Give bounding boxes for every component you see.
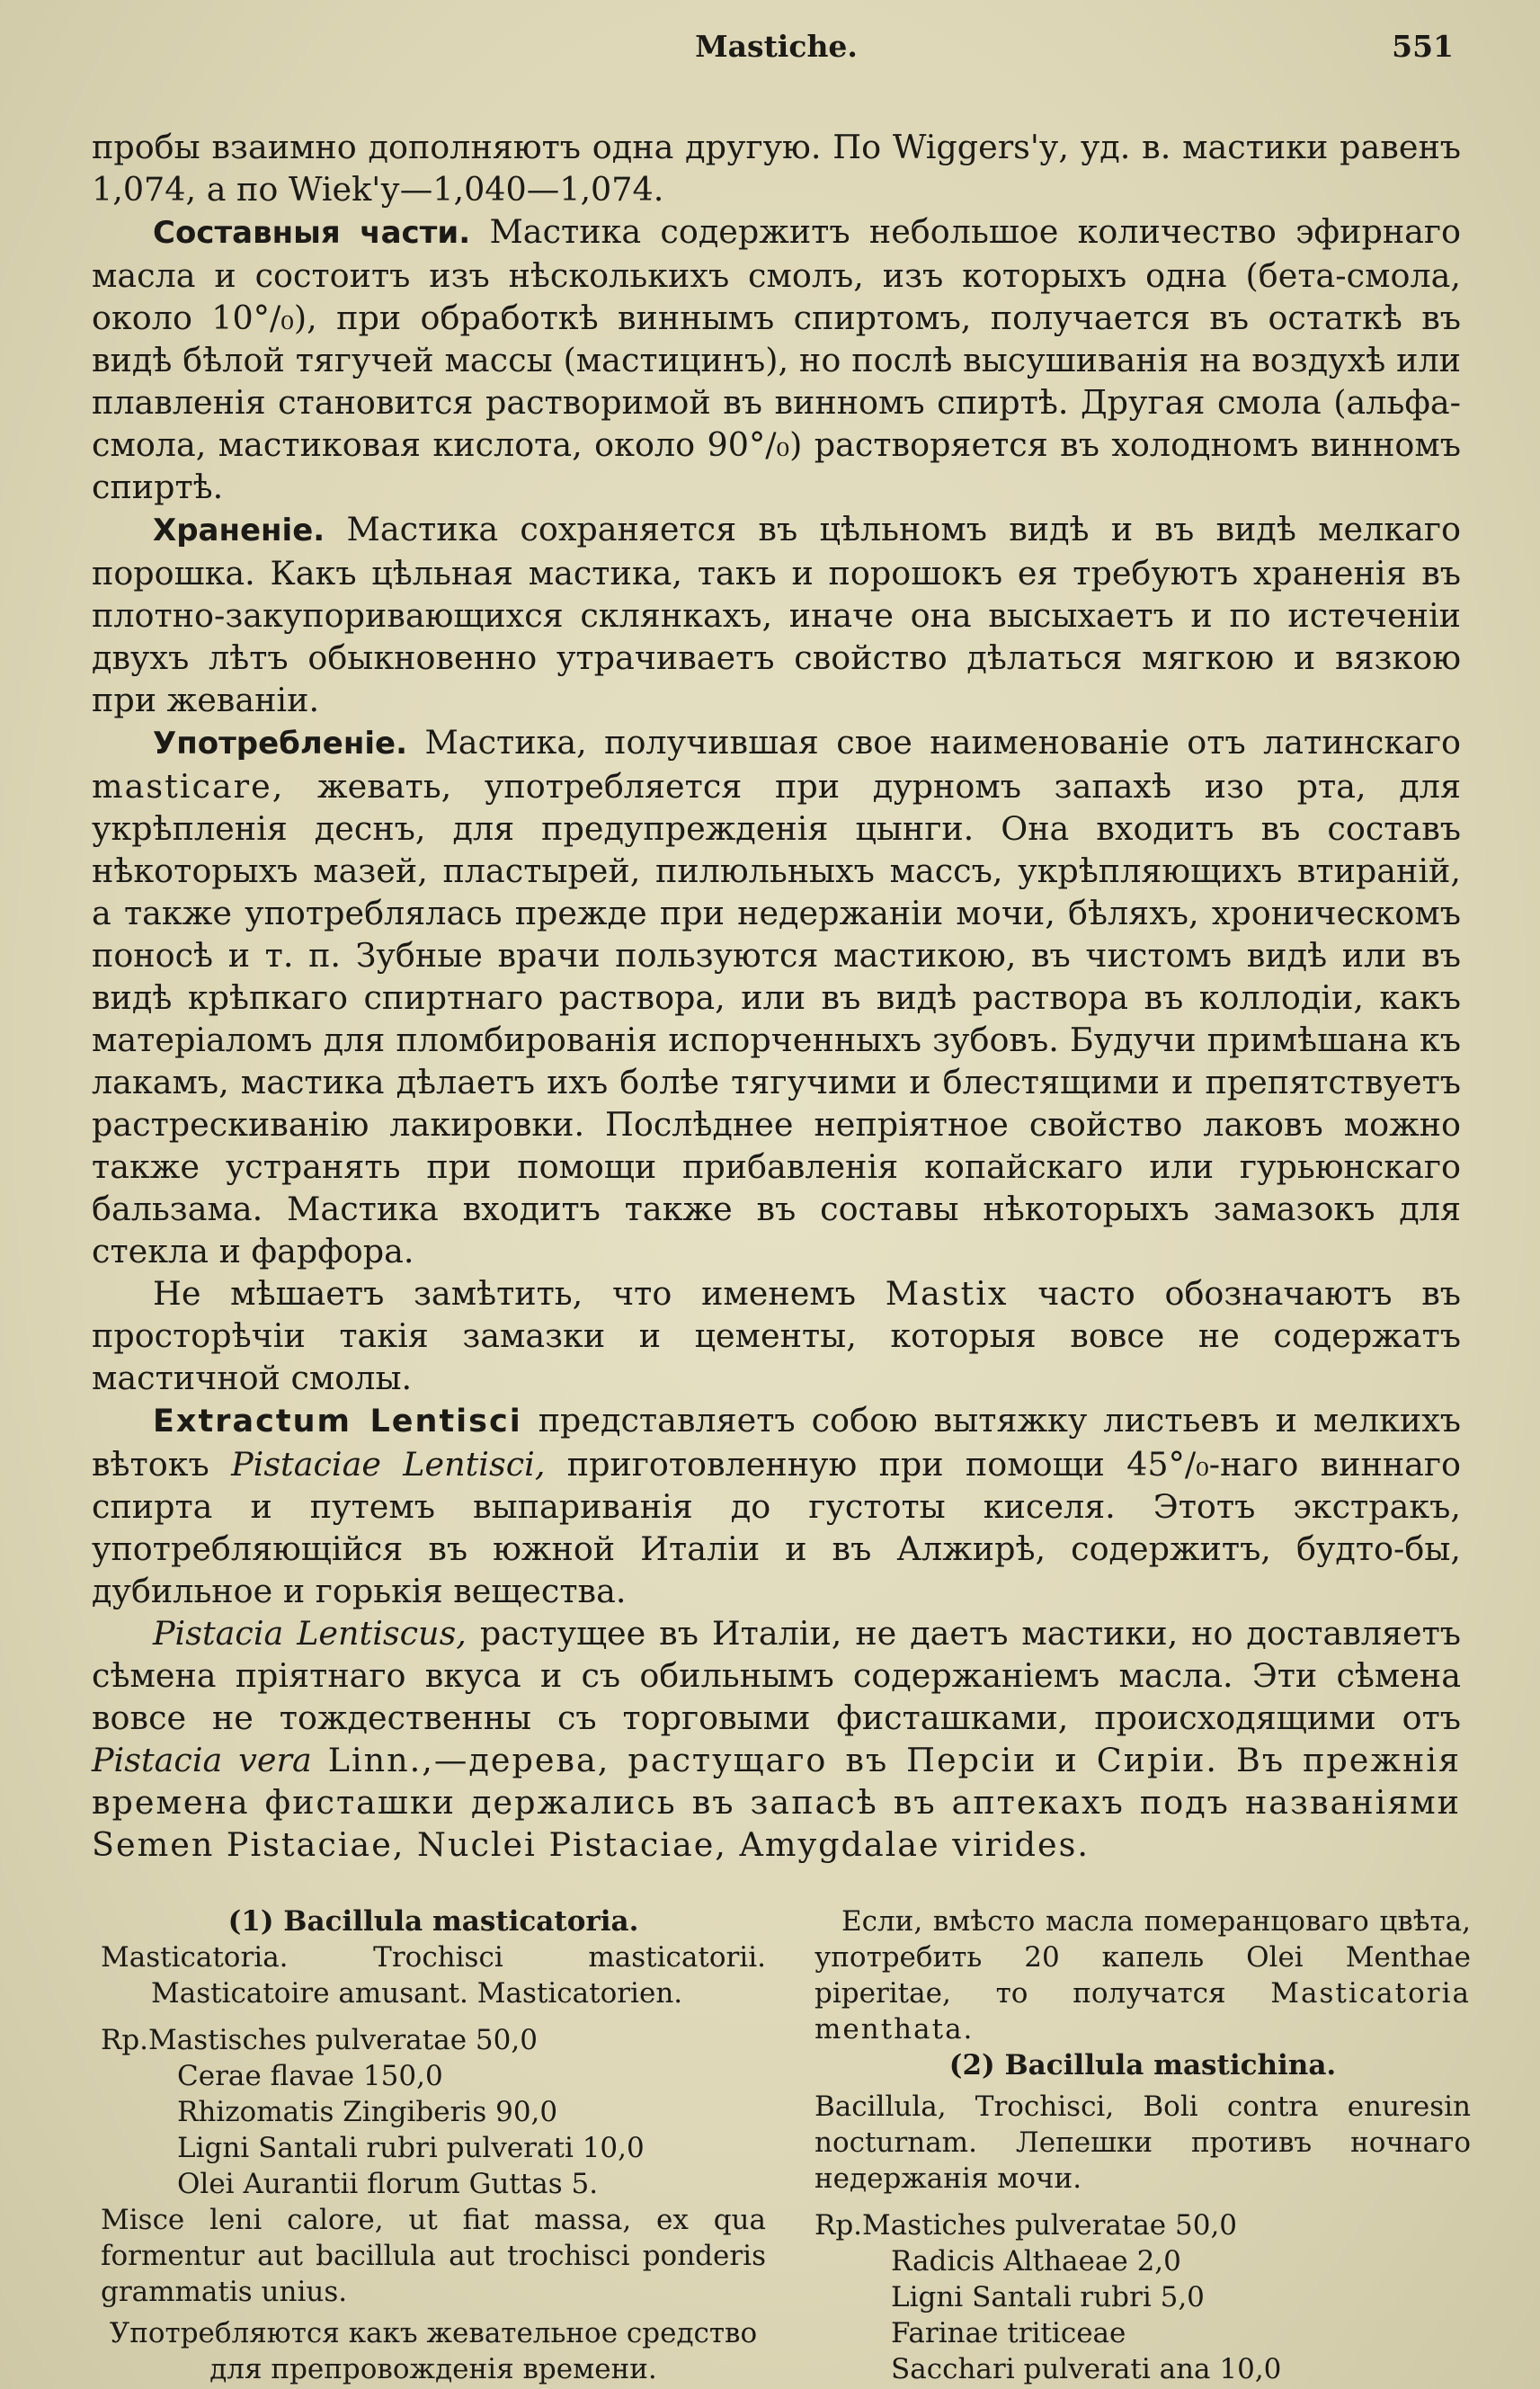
- recipe1-ingredient: Olei Aurantii florum Guttas 5.: [177, 2168, 599, 2200]
- section-label-composition: Составныя части.: [153, 215, 471, 251]
- recipe1-ingredient: Rhizomatis Zingiberis 90,0: [177, 2096, 558, 2128]
- recipe1-rx: Rp.: [101, 2024, 149, 2056]
- paragraph-composition: [92, 210, 1461, 508]
- usage-text-b: жевать, употребляется при дурномъ запахѣ изо рта, для укрѣпленія деснъ, для предупрежденія цынги. Она входитъ въ составъ нѣкоторыхъ мазей, пластырей, пилюльныхъ массъ, укрѣпляющихъ втираній, а также употреблялась прежде при недержаніи мочи, бѣляхъ, хроническомъ поносѣ и т. п. Зубные врачи пользуются мастикою, въ чистомъ видѣ или въ видѣ крѣпкаго спиртнаго раствора, или въ видѣ раствора въ коллодіи, какъ матеріаломъ для пломбированія испорченныхъ зубовъ. Будучи примѣшана къ лакамъ, мастика дѣлаетъ ихъ болѣе тягучими и блестящими и препятствуетъ растрескиванію лакировки. Послѣднее непріятное свойство лаковъ можно также устранять при помощи прибавленія копайскаго или гурьюнскаго бальзама. Мастика входитъ также въ составы нѣкоторыхъ замазокъ для стекла и фарфора.: [92, 767, 1461, 1270]
- recipe2-ingredient: Ligni Santali rubri 5,0: [891, 2281, 1205, 2313]
- recipe1-first-line: [101, 2022, 766, 2058]
- composition-text: Мастика содержитъ небольшое количество эфирнаго масла и состоитъ изъ нѣсколькихъ смолъ, изъ которыхъ одна (бета-смола, около 10°/₀), при обработкѣ виннымъ спиртомъ, получается въ остаткѣ въ видѣ бѣлой тягучей массы (мастицинъ), но послѣ высушиванія на воздухѣ или плавленія становится растворимой въ винномъ спиртѣ. Другая смола (альфа-смола, мастиковая кислота, около 90°/₀) растворяется въ холодномъ винномъ спиртѣ.: [92, 212, 1462, 506]
- recipe1-ingredient: Cerae flavae 150,0: [177, 2060, 443, 2092]
- mastix-text-b: часто обозначаютъ въ просторѣчіи такія замазки и цементы, которыя вовсе не содержатъ мастичной смолы.: [92, 1274, 1461, 1397]
- variant-text-b: то получатся: [995, 1977, 1226, 2010]
- usage-term: masticare,: [92, 767, 285, 806]
- section-label-usage: Употребленіе.: [153, 726, 407, 762]
- recipe1-directions: Misce leni calore, ut fiat massa, ex qua formentur aut bacillula aut trochisci ponderis grammatis unius.: [101, 2204, 766, 2308]
- main-text: [92, 126, 1461, 1866]
- recipe-column-right: [815, 1903, 1471, 2387]
- recipe2-ingredient: Sacchari pulverati ana 10,0: [891, 2353, 1282, 2385]
- extract-heading: Extractum Lentisci: [153, 1404, 522, 1440]
- recipe1-note: Употребляются какъ жевательное средство для препровожденія времени.: [109, 2317, 758, 2385]
- paragraph-usage: [92, 721, 1461, 1272]
- paragraph-storage: [92, 508, 1461, 721]
- recipe2-ingredient: Mastiches pulveratae 50,0: [862, 2209, 1238, 2242]
- recipe2-title: (2) Bacillula mastichina.: [948, 2049, 1337, 2081]
- recipe2-synonyms: Bacillula, Trochisci, Boli contra enuresin nocturnam. Лепешки противъ ночнаго недержанія мочи.: [815, 2090, 1471, 2195]
- paragraph-specific-gravity: пробы взаимно дополняютъ одна другую. По Wiggers'у, уд. в. мастики равенъ 1,074, а по Wiek'у—1,040—1,074.: [92, 128, 1461, 209]
- extract-text-b: приготовленную при помощи 45°/₀-наго виннаго спирта и путемъ выпариванія до густоты киселя. Этотъ экстракъ, употребляющійся въ южной Италіи и въ Алжирѣ, содержитъ, будто-бы, дубильное и горькія вещества.: [92, 1445, 1462, 1610]
- recipe2-rx: Rp.: [815, 2209, 863, 2242]
- pistacia-vera-term: Pistacia vera: [92, 1741, 312, 1779]
- running-title: Mastiche.: [695, 29, 858, 64]
- section-label-storage: Храненіе.: [153, 513, 325, 548]
- variant-text-a: Если, вмѣсто масла померанцоваго цвѣта, употребить 20 капель: [815, 1905, 1471, 1974]
- variant-term: Olei Menthae piperitae,: [815, 1941, 1472, 2010]
- paragraph-pistacia: [92, 1612, 1461, 1866]
- paragraph-mastix-note: [92, 1272, 1461, 1399]
- pistacia-text-a: растущее въ Италіи, не даетъ мастики, но доставляетъ сѣмена пріятнаго вкуса и съ обильнымъ содержаніемъ масла. Эти сѣмена вовсе не тождественны съ торговыми фисташками, происходящими отъ: [92, 1614, 1461, 1737]
- extract-text-a: представляетъ собою вытяжку листьевъ и мелкихъ вѣтокъ: [92, 1401, 1462, 1484]
- pistacia-text-b: Linn.,—дерева, растущаго въ Персіи и Сиріи. Въ прежнія времена фисташки держались въ запасѣ въ аптекахъ подъ названіями: [92, 1741, 1461, 1822]
- mastix-term: Mastix: [885, 1274, 1009, 1313]
- recipe2-ingredient: Farinae triticeae: [891, 2317, 1126, 2349]
- recipe1-ingredient: Mastisches pulveratae 50,0: [148, 2024, 538, 2056]
- mastix-text-a: Не мѣшаетъ замѣтить, что именемъ: [153, 1274, 856, 1313]
- recipe1-variant: [815, 1903, 1471, 2047]
- usage-text-a: Мастика, получившая свое наименованіе отъ латинскаго: [424, 723, 1462, 762]
- page-header: [92, 16, 1461, 70]
- extract-term: Pistaciae Lentisci,: [231, 1445, 546, 1484]
- paragraph-extract: [92, 1399, 1461, 1612]
- recipe1-ingredient: Ligni Santali rubri pulverati 10,0: [177, 2132, 645, 2164]
- page-number: 551: [1392, 29, 1454, 64]
- recipe1-title: (1) Bacillula masticatoria.: [227, 1905, 639, 1938]
- storage-text: Мастика сохраняется въ цѣльномъ видѣ и въ видѣ мелкаго порошка. Какъ цѣльная мастика, такъ и порошокъ ея требуютъ храненія въ плотно-закупоривающихся склянкахъ, иначе она высыхаетъ и по истеченіи двухъ лѣтъ обыкновенно утрачиваетъ свойство дѣлаться мягкою и вязкою при жеваніи.: [92, 510, 1461, 719]
- recipe-column-left: [101, 1903, 766, 2387]
- recipe2-first-line: [815, 2207, 1471, 2243]
- pistacia-term: Pistacia Lentiscus,: [153, 1614, 467, 1653]
- variant-term2: Masticatoria menthata.: [815, 1977, 1471, 2046]
- recipe1-synonyms: Masticatoria. Trochisci masticatorii. Masticatoire amusant. Masticatorien.: [101, 1941, 766, 2010]
- pistacia-names: Semen Pistaciae, Nuclei Pistaciae, Amygdalae virides.: [92, 1825, 1090, 1864]
- recipe2-ingredient: Radicis Althaeae 2,0: [891, 2245, 1181, 2278]
